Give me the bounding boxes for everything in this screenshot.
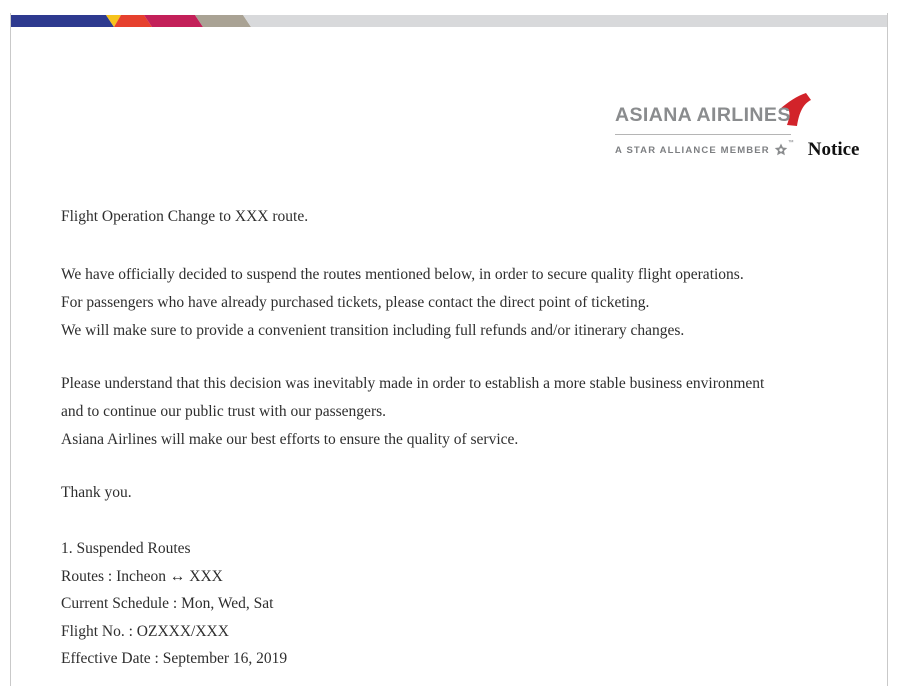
star-alliance-member-label: A STAR ALLIANCE MEMBER — [615, 144, 770, 156]
paragraph-apology — [61, 370, 867, 454]
suspended-routes-section — [61, 535, 867, 673]
brand-color-bar — [11, 15, 887, 27]
star-alliance-star-icon — [774, 143, 788, 157]
body-text-line: Please understand that this decision was inevitably made in order to establish a more stable business environment — [61, 375, 765, 392]
bar-segment-taupe — [195, 15, 251, 27]
body-text-line: We will make sure to provide a convenient transition including full refunds and/or itinerary changes. — [61, 322, 685, 339]
asiana-logo-block — [615, 93, 860, 163]
detail-schedule: Current Schedule : Mon, Wed, Sat — [61, 595, 274, 612]
asiana-airlines-wordmark: ASIANA AIRLINES — [615, 104, 791, 126]
section-heading: 1. Suspended Routes — [61, 540, 191, 557]
paragraph-suspension — [61, 261, 867, 345]
detail-flight-no: Flight No. : OZXXX/XXX — [61, 622, 229, 640]
body-text-line: and to continue our public trust with our passengers. — [61, 403, 387, 420]
bar-segment-navy — [11, 15, 114, 27]
notice-body — [61, 203, 867, 673]
detail-effective-date: Effective Date : September 16, 2019 — [61, 650, 288, 667]
bar-segment-gray — [243, 15, 887, 27]
paragraph-title — [61, 203, 867, 231]
logo-divider-line — [615, 134, 791, 135]
body-text-line: For passengers who have already purchased tickets, please contact the direct point of ticketing. — [61, 294, 650, 311]
body-text-line: Asiana Airlines will make our best efforts to ensure the quality of service. — [61, 431, 519, 448]
closing-line: Thank you. — [61, 484, 132, 501]
paragraph-closing — [61, 479, 867, 507]
body-title-line: Flight Operation Change to XXX route. — [61, 208, 309, 225]
body-text-line: We have officially decided to suspend the routes mentioned below, in order to secure quality flight operations. — [61, 266, 744, 283]
trademark-symbol: ™ — [787, 140, 794, 146]
bar-segment-crimson — [144, 15, 203, 27]
document-page — [10, 13, 888, 686]
alliance-row — [615, 139, 859, 161]
detail-routes: Routes : Incheon ↔ XXX — [61, 567, 223, 585]
notice-title: Notice — [807, 139, 860, 160]
